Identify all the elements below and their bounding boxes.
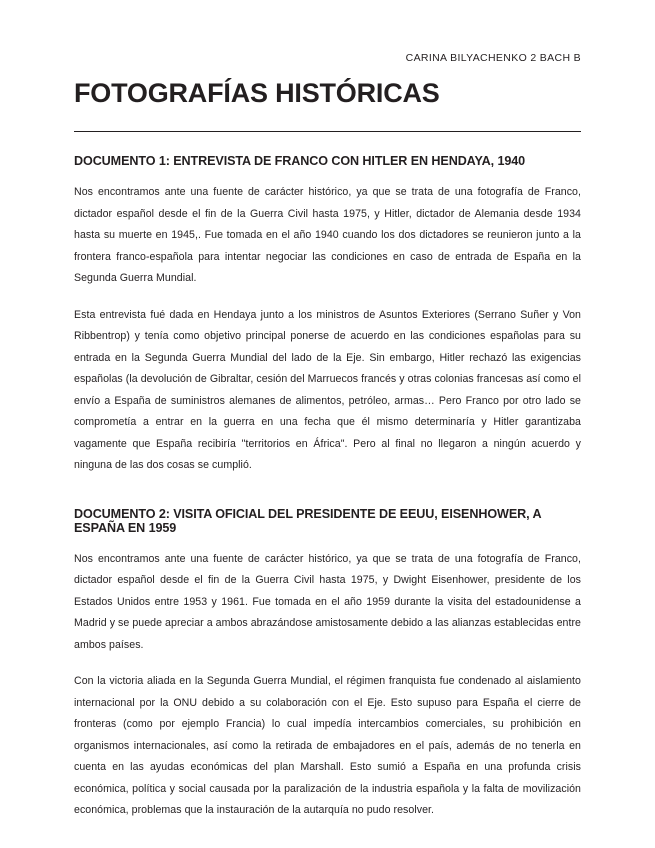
page-title: FOTOGRAFÍAS HISTÓRICAS <box>74 78 440 108</box>
section-2-paragraph-2: Con la victoria aliada en la Segunda Guerra Mundial, el régimen franquista fue condenado al aislamiento internacional por la ONU debido a su colaboración con el Eje. Esto supuso para España el cierre de fronteras (como por ejemplo Francia) lo cual impedía intercambios comerciales, su prohibición en organismos internacionales, así como la retirada de embajadores en el país, además de no tenerla en cuenta en las ayudas económicas del plan Marshall. Esto sumió a España en una profunda crisis económica, política y social causada por la paralización de la industria española y la falta de movilización económica, problemas que la instauración de la autarquía no pudo resolver. <box>74 675 581 816</box>
section-documento-2 <box>74 507 581 822</box>
title-divider <box>74 131 581 132</box>
section-1-heading: DOCUMENTO 1: ENTREVISTA DE FRANCO CON HITLER EN HENDAYA, 1940 <box>74 154 526 168</box>
section-1-paragraph-1: Nos encontramos ante una fuente de carácter histórico, ya que se trata de una fotografía de Franco, dictador español desde el fin de la Guerra Civil hasta 1975, y Hitler, dictador de Alemania desde 1934 hasta su muerte en 1945,. Fue tomada en el año 1940 cuando los dos dictadores se reunieron junto a la frontera franco-española para intentar negociar las condiciones en caso de entrada de España en la Segunda Guerra Mundial. <box>74 186 581 284</box>
section-documento-1 <box>74 154 581 477</box>
section-2-paragraph-1: Nos encontramos ante una fuente de carácter histórico, ya que se trata de una fotografía de Franco, dictador español desde el fin de la Guerra Civil hasta 1975, y Dwight Eisenhower, presidente de los Estados Unidos entre 1953 y 1961. Fue tomada en el año 1959 durante la visita del estadounidense a Madrid y se puede apreciar a ambos abrazándose amistosamente debido a las alianzas establecidas entre ambos países. <box>74 552 581 651</box>
section-1-paragraph-2: Esta entrevista fué dada en Hendaya junto a los ministros de Asuntos Exteriores (Serrano Suñer y Von Ribbentrop) y tenía como objetivo principal ponerse de acuerdo en las condiciones españolas para su entrada en la Segunda Guerra Mundial del lado de la Eje. Sin embargo, Hitler rechazó las exigencias españolas (la devolución de Gibraltar, cesión del Marruecos francés y otras colonias francesas así como el envío a España de suministros alemanes de alimentos, petróleo, armas… Pero Franco por otro lado se comprometía a entrar en la guerra en una fecha que él mismo determinaría y Hitler garantizaba vagamente que España recibiría "territorios en África". Pero al final no llegaron a ningún acuerdo y ninguna de las dos cosas se cumplió. <box>74 308 581 471</box>
section-2-heading: DOCUMENTO 2: VISITA OFICIAL DEL PRESIDENTE DE EEUU, EISENHOWER, A ESPAÑA EN 1959 <box>74 506 541 535</box>
author-line: CARINA BILYACHENKO 2 BACH B <box>405 52 581 64</box>
